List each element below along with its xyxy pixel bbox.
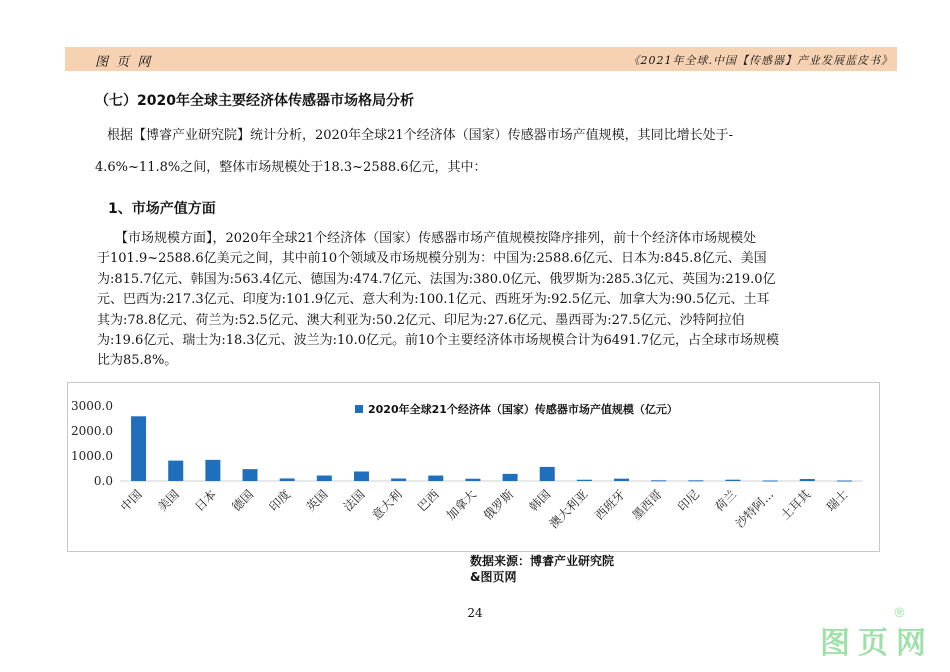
x-tick-label: 沙特阿... — [732, 487, 777, 531]
x-tick-label: 墨西哥 — [629, 487, 665, 523]
watermark-logo: 图页网 — [820, 626, 934, 661]
body-line: 为:815.7亿元、韩国为:563.4亿元、德国为:474.7亿元、法国为:380.0亿元、俄罗斯为:285.3亿元、英国为:219.0亿 — [97, 272, 776, 287]
x-tick-label: 印尼 — [675, 487, 702, 515]
body-line: 【市场规模方面】，2020年全球21个经济体（国家）传感器市场产值规模按降序排列，前十个经济体市场规模处 — [115, 231, 757, 246]
bar — [651, 480, 666, 481]
legend-swatch — [355, 405, 363, 413]
watermark-registered-mark: ® — [893, 606, 906, 621]
bar-chart — [67, 382, 880, 552]
bar — [837, 481, 852, 482]
bar — [243, 469, 258, 481]
bars — [131, 416, 852, 481]
data-source — [470, 553, 614, 585]
body-line: 其为:78.8亿元、荷兰为:52.5亿元、澳大利亚为:50.2亿元、印尼为:27.6亿元、墨西哥为:27.5亿元、沙特阿拉伯 — [97, 313, 745, 328]
bar — [577, 480, 592, 481]
bar — [205, 460, 220, 481]
legend-label: 2020年全球21个经济体（国家）传感器市场产值规模（亿元） — [368, 403, 678, 416]
intro-line-1: 根据【博睿产业研究院】统计分析，2020年全球21个经济体（国家）传感器市场产值规模，其同比增长处于- — [107, 128, 734, 143]
x-tick-label: 中国 — [117, 487, 145, 515]
chart-legend — [355, 402, 678, 416]
source-line-2: &图页网 — [470, 570, 517, 584]
section-title: （七）2020年全球主要经济体传感器市场格局分析 — [95, 93, 414, 109]
x-tick-label: 日本 — [192, 487, 219, 515]
bar — [800, 479, 815, 481]
x-tick-label: 巴西 — [415, 487, 442, 515]
bar — [725, 480, 740, 481]
header-book-title: 《2021年全球.中国【传感器】产业发展蓝皮书》 — [628, 54, 893, 67]
x-tick-label: 印度 — [266, 487, 294, 515]
x-tick-label: 荷兰 — [712, 487, 740, 515]
bar — [317, 476, 332, 481]
bar — [280, 478, 295, 481]
bar — [763, 481, 778, 482]
intro-line-2: 4.6%~11.8%之间，整体市场规模处于18.3~2588.6亿元，其中： — [95, 160, 487, 175]
body-line: 元、巴西为:217.3亿元、印度为:101.9亿元、意大利为:100.1亿元、西班牙为:92.5亿元、加拿大为:90.5亿元、土耳 — [97, 292, 770, 307]
x-tick-label: 韩国 — [526, 487, 554, 515]
page-number: 24 — [467, 606, 483, 620]
body-line: 于101.9~2588.6亿美元之间，其中前10个领域及市场规模分别为：中国为:2588.6亿元、日本为:845.8亿元、美国 — [97, 251, 767, 266]
x-tick-label: 英国 — [303, 487, 331, 515]
y-tick-label: 0.0 — [93, 474, 113, 488]
bar — [354, 472, 369, 482]
x-tick-label: 加拿大 — [443, 487, 480, 523]
x-axis-labels — [117, 486, 850, 531]
x-tick-label: 美国 — [154, 487, 182, 515]
x-tick-label: 法国 — [340, 487, 368, 515]
header-site-name: 图 页 网 — [95, 55, 153, 70]
bar — [168, 461, 183, 481]
y-tick-label: 3000.0 — [71, 399, 113, 413]
x-tick-label: 德国 — [229, 487, 257, 515]
bar — [391, 478, 406, 481]
y-tick-label: 2000.0 — [71, 424, 113, 438]
bar — [503, 474, 518, 481]
x-tick-label: 土耳其 — [778, 487, 814, 523]
bar — [131, 416, 146, 481]
x-tick-label: 瑞士 — [823, 487, 851, 515]
bar — [614, 479, 629, 481]
bar-chart-svg — [68, 383, 879, 551]
y-tick-label: 1000.0 — [71, 449, 113, 463]
source-line-1: 数据来源：博睿产业研究院 — [470, 554, 615, 568]
x-tick-label: 澳大利亚 — [546, 487, 591, 532]
bar — [465, 479, 480, 481]
bar — [688, 480, 703, 481]
x-tick-label: 西班牙 — [592, 487, 628, 523]
x-tick-label: 意大利 — [369, 487, 405, 523]
body-line: 比为85.8%。 — [97, 353, 178, 368]
x-tick-label: 俄罗斯 — [480, 487, 517, 523]
bar — [540, 467, 555, 481]
body-line: 为:19.6亿元、瑞士为:18.3亿元、波兰为:10.0亿元。前10个主要经济体市场规模合计为6491.7亿元，占全球市场规模 — [97, 333, 780, 348]
bar — [428, 476, 443, 481]
page-header — [65, 47, 897, 71]
subsection-title: 1、市场产值方面 — [108, 201, 216, 217]
